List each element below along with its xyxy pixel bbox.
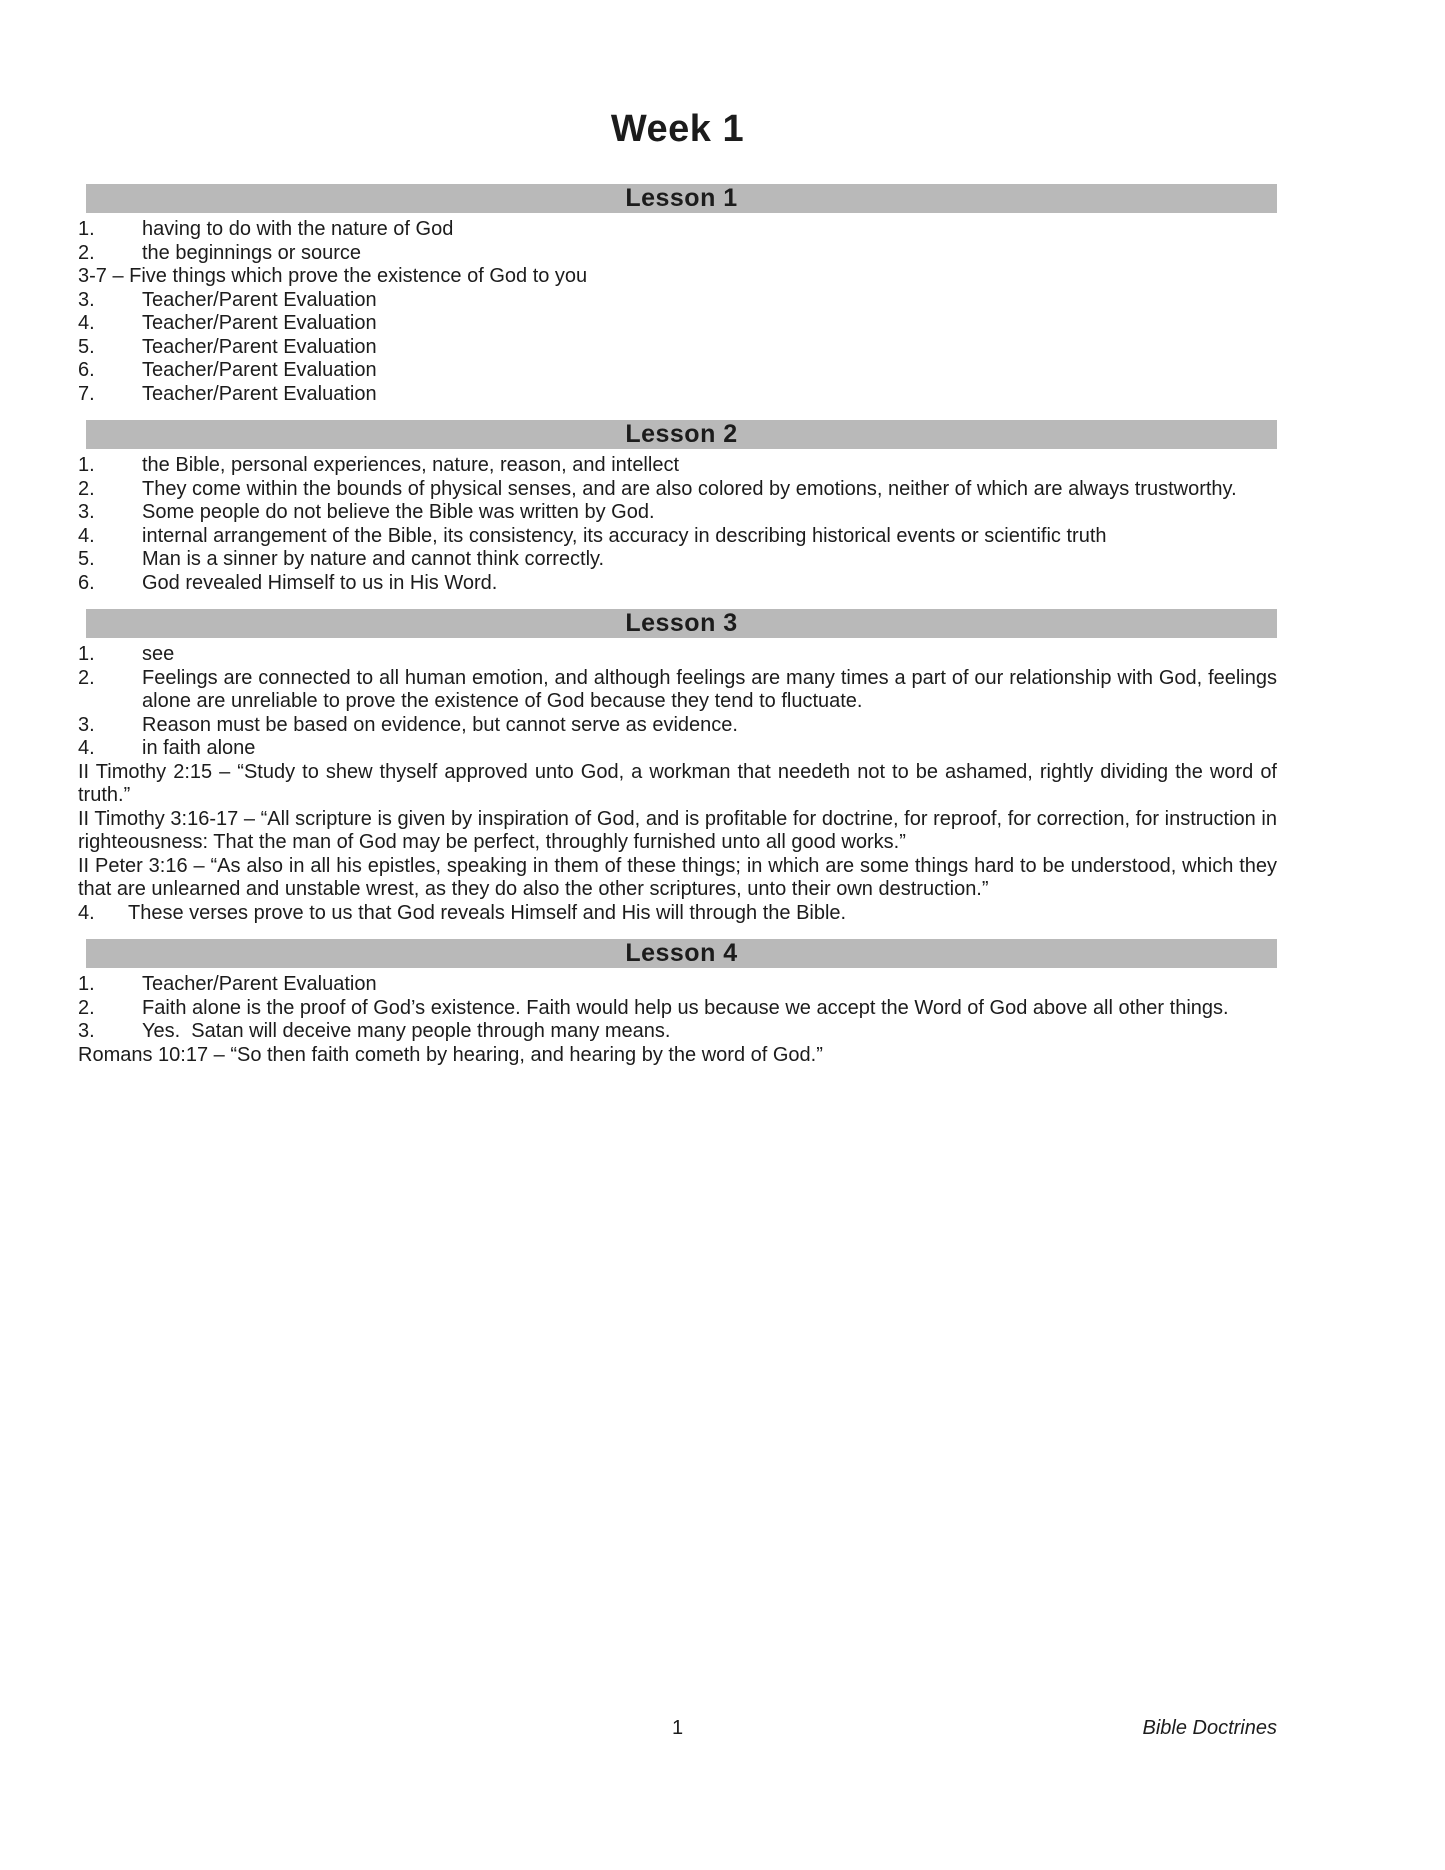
- list-item-text: Teacher/Parent Evaluation: [142, 382, 377, 405]
- page-footer: [78, 1716, 1277, 1740]
- list-item: [78, 667, 1277, 714]
- list-item-text: Some people do not believe the Bible was written by God.: [142, 501, 655, 523]
- list-item: [78, 997, 1277, 1021]
- list-item-text: Feelings are connected to all human emotion, and although feelings are many times a part of our relationship with God, feelings alone are unreliable to prove the existence of God because they tend to fluctuate.: [142, 666, 1277, 712]
- section-body: [78, 643, 1277, 925]
- list-item-text: having to do with the nature of God: [142, 218, 454, 240]
- list-item-text: God revealed Himself to us in His Word.: [142, 571, 498, 594]
- list-item: [78, 383, 1277, 407]
- list-item-marker: 2.: [78, 666, 95, 689]
- list-item-marker: 3.: [78, 288, 95, 311]
- list-item-text: internal arrangement of the Bible, its consistency, its accuracy in describing historical events or scientific truth: [142, 524, 1107, 547]
- list-item-text: Teacher/Parent Evaluation: [142, 288, 377, 311]
- list-item-marker: 4.: [78, 524, 95, 547]
- lesson-section: [78, 939, 1277, 1067]
- list-item-text: Teacher/Parent Evaluation: [142, 359, 377, 381]
- document-body: [78, 184, 1277, 1067]
- list-item: [78, 1020, 1277, 1044]
- paragraph: 3-7 – Five things which prove the existence of God to you: [78, 265, 588, 287]
- list-item-marker: 6.: [78, 571, 95, 594]
- list-item-marker: 1.: [78, 218, 95, 240]
- lesson-section: [78, 609, 1277, 925]
- page-title: Week 1: [610, 108, 745, 150]
- list-item-marker: 5.: [78, 548, 95, 570]
- list-item-marker: 2.: [78, 996, 95, 1019]
- paragraph: II Peter 3:16 – “As also in all his epistles, speaking in them of these things; in which are some things hard to be understood, which they that are unlearned and unstable wrest, as they do also the other scriptures, unto their own destruction.”: [78, 854, 1277, 900]
- list-item-text: the Bible, personal experiences, nature, reason, and intellect: [142, 454, 680, 476]
- section-body: [78, 973, 1277, 1067]
- section-heading: Lesson 1: [86, 184, 1277, 213]
- list-item-text: in faith alone: [142, 737, 256, 759]
- list-item: [78, 359, 1277, 383]
- paragraph: II Timothy 2:15 – “Study to shew thyself approved unto God, a workman that needeth not to be ashamed, rightly dividing the word of truth.”: [78, 760, 1277, 806]
- list-item-marker: 7.: [78, 382, 95, 405]
- list-item-text: Teacher/Parent Evaluation: [142, 335, 377, 358]
- list-item: [78, 525, 1277, 549]
- lesson-section: [78, 420, 1277, 595]
- list-item: [78, 289, 1277, 313]
- list-item: [78, 643, 1277, 667]
- list-item: [78, 312, 1277, 336]
- list-item: [78, 737, 1277, 761]
- list-item-text: They come within the bounds of physical senses, and are also colored by emotions, neither of which are always trustworthy.: [142, 477, 1237, 500]
- footer-page-number: 1: [671, 1717, 684, 1739]
- list-item-text: see: [142, 643, 175, 665]
- list-item: [78, 454, 1277, 478]
- section-heading: Lesson 4: [86, 939, 1277, 968]
- list-item-marker: 1.: [78, 643, 95, 665]
- list-item-marker: 4.: [78, 312, 95, 334]
- list-item-text: Faith alone is the proof of God’s existence. Faith would help us because we accept the Word of God above all other things.: [142, 996, 1229, 1019]
- document-page: [78, 0, 1277, 1067]
- list-item-marker: 3.: [78, 501, 95, 523]
- list-item-text: Teacher/Parent Evaluation: [142, 973, 377, 995]
- list-item-text: the beginnings or source: [142, 241, 362, 264]
- paragraph: Romans 10:17 – “So then faith cometh by hearing, and hearing by the word of God.”: [78, 1043, 823, 1066]
- list-item-text: Yes. Satan will deceive many people through many means.: [142, 1020, 671, 1042]
- list-item-marker: 3.: [78, 713, 95, 736]
- list-item: [78, 336, 1277, 360]
- list-item-marker: 5.: [78, 335, 95, 358]
- list-item-text: Man is a sinner by nature and cannot think correctly.: [142, 548, 605, 570]
- list-item: [78, 478, 1277, 502]
- section-heading: Lesson 2: [86, 420, 1277, 449]
- list-item-marker: 4.: [78, 737, 95, 759]
- list-item-text: These verses prove to us that God reveals Himself and His will through the Bible.: [128, 901, 847, 924]
- list-item: [78, 548, 1277, 572]
- section-body: [78, 454, 1277, 595]
- list-item-text: Teacher/Parent Evaluation: [142, 312, 377, 334]
- paragraph: II Timothy 3:16-17 – “All scripture is given by inspiration of God, and is profitable for doctrine, for reproof, for correction, for instruction in righteousness: That the man of God may be perfect, throughly furnished unto all good works.”: [78, 807, 1277, 853]
- list-item: [78, 572, 1277, 596]
- list-item: [78, 218, 1277, 242]
- list-item: [78, 973, 1277, 997]
- list-item-marker: 1.: [78, 454, 95, 476]
- list-item: [78, 242, 1277, 266]
- section-heading: Lesson 3: [86, 609, 1277, 638]
- footer-doc-title: Bible Doctrines: [1142, 1717, 1277, 1739]
- list-item-marker: 6.: [78, 359, 95, 381]
- list-item-marker: 2.: [78, 477, 95, 500]
- section-body: [78, 218, 1277, 406]
- list-item: [78, 714, 1277, 738]
- list-item: [78, 902, 1277, 926]
- lesson-section: [78, 184, 1277, 406]
- list-item-marker: 4.: [78, 901, 95, 924]
- list-item-marker: 1.: [78, 973, 95, 995]
- list-item-text: Reason must be based on evidence, but cannot serve as evidence.: [142, 713, 738, 736]
- list-item-marker: 2.: [78, 241, 95, 264]
- list-item: [78, 501, 1277, 525]
- list-item-marker: 3.: [78, 1020, 95, 1042]
